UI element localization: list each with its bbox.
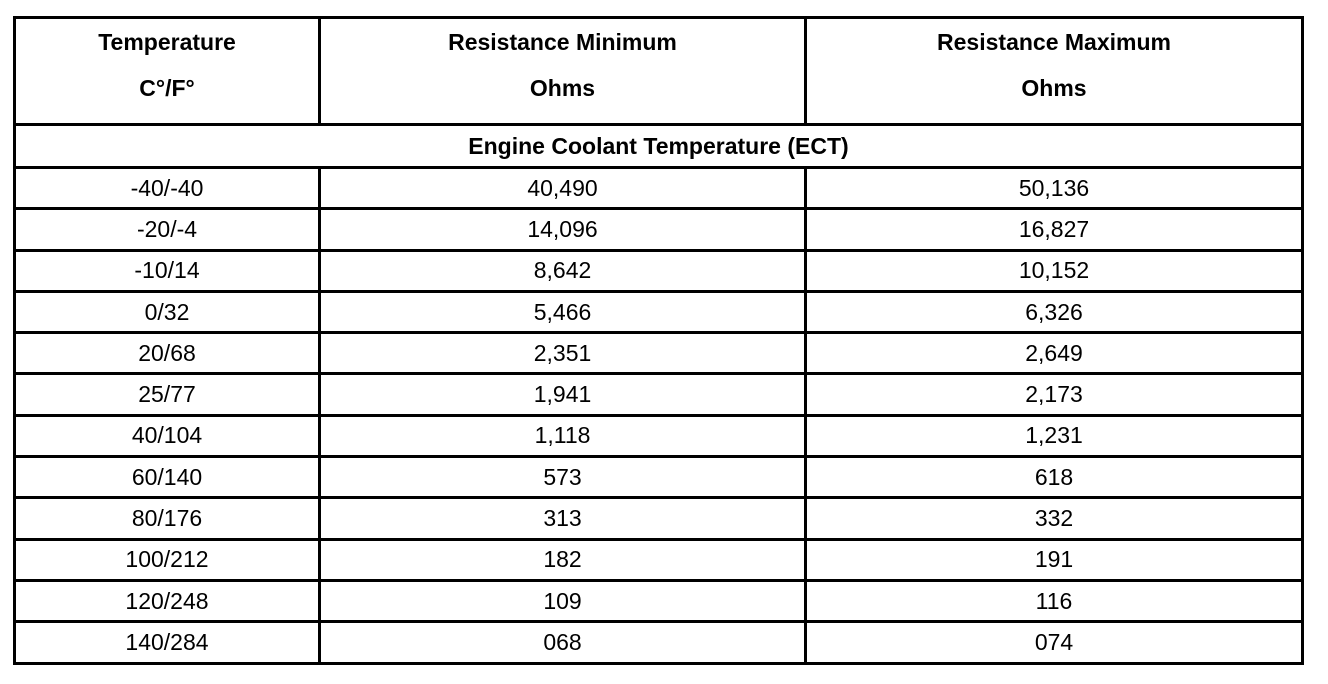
cell-temperature: 120/248 xyxy=(15,580,320,621)
section-title: Engine Coolant Temperature (ECT) xyxy=(15,125,1303,168)
table-row xyxy=(15,333,1303,374)
cell-temperature: 25/77 xyxy=(15,374,320,415)
cell-resistance-max: 332 xyxy=(806,498,1303,539)
cell-temperature: 100/212 xyxy=(15,539,320,580)
ect-resistance-table xyxy=(13,16,1304,665)
header-resistance-minimum-units: Ohms xyxy=(529,75,596,101)
cell-resistance-min: 8,642 xyxy=(320,250,806,291)
table-row xyxy=(15,291,1303,332)
cell-resistance-min: 182 xyxy=(320,539,806,580)
cell-temperature: 140/284 xyxy=(15,622,320,663)
cell-resistance-min: 1,941 xyxy=(320,374,806,415)
table-row xyxy=(15,622,1303,663)
cell-resistance-min: 14,096 xyxy=(320,209,806,250)
cell-resistance-max: 10,152 xyxy=(806,250,1303,291)
header-temperature-units: C°/F° xyxy=(139,75,195,101)
cell-temperature: 20/68 xyxy=(15,333,320,374)
header-temperature-label: Temperature xyxy=(98,29,236,55)
cell-resistance-min: 5,466 xyxy=(320,291,806,332)
table-row xyxy=(15,374,1303,415)
header-resistance-maximum-units: Ohms xyxy=(1021,75,1087,101)
table-row xyxy=(15,457,1303,498)
table-row xyxy=(15,415,1303,456)
cell-temperature: -40/-40 xyxy=(15,168,320,209)
table-row xyxy=(15,580,1303,621)
header-temperature xyxy=(15,18,320,125)
header-resistance-minimum-label: Resistance Minimum xyxy=(448,29,677,55)
table-header-row xyxy=(15,18,1303,125)
cell-temperature: 60/140 xyxy=(15,457,320,498)
header-resistance-maximum-label: Resistance Maximum xyxy=(937,29,1171,55)
cell-resistance-min: 40,490 xyxy=(320,168,806,209)
cell-resistance-min: 1,118 xyxy=(320,415,806,456)
cell-temperature: 40/104 xyxy=(15,415,320,456)
cell-resistance-max: 618 xyxy=(806,457,1303,498)
table-row xyxy=(15,539,1303,580)
cell-resistance-max: 2,649 xyxy=(806,333,1303,374)
section-row xyxy=(15,125,1303,168)
cell-resistance-max: 1,231 xyxy=(806,415,1303,456)
table-row xyxy=(15,250,1303,291)
cell-resistance-max: 6,326 xyxy=(806,291,1303,332)
cell-resistance-min: 313 xyxy=(320,498,806,539)
cell-resistance-min: 2,351 xyxy=(320,333,806,374)
cell-temperature: 80/176 xyxy=(15,498,320,539)
cell-temperature: 0/32 xyxy=(15,291,320,332)
table-row xyxy=(15,498,1303,539)
cell-resistance-max: 50,136 xyxy=(806,168,1303,209)
cell-resistance-min: 109 xyxy=(320,580,806,621)
cell-resistance-min: 573 xyxy=(320,457,806,498)
cell-resistance-max: 2,173 xyxy=(806,374,1303,415)
table-row xyxy=(15,209,1303,250)
cell-temperature: -20/-4 xyxy=(15,209,320,250)
table-row xyxy=(15,168,1303,209)
cell-resistance-max: 074 xyxy=(806,622,1303,663)
cell-resistance-min: 068 xyxy=(320,622,806,663)
header-resistance-minimum xyxy=(320,18,806,125)
cell-temperature: -10/14 xyxy=(15,250,320,291)
cell-resistance-max: 116 xyxy=(806,580,1303,621)
ect-resistance-table-container xyxy=(13,16,1301,665)
cell-resistance-max: 191 xyxy=(806,539,1303,580)
cell-resistance-max: 16,827 xyxy=(806,209,1303,250)
header-resistance-maximum xyxy=(806,18,1303,125)
